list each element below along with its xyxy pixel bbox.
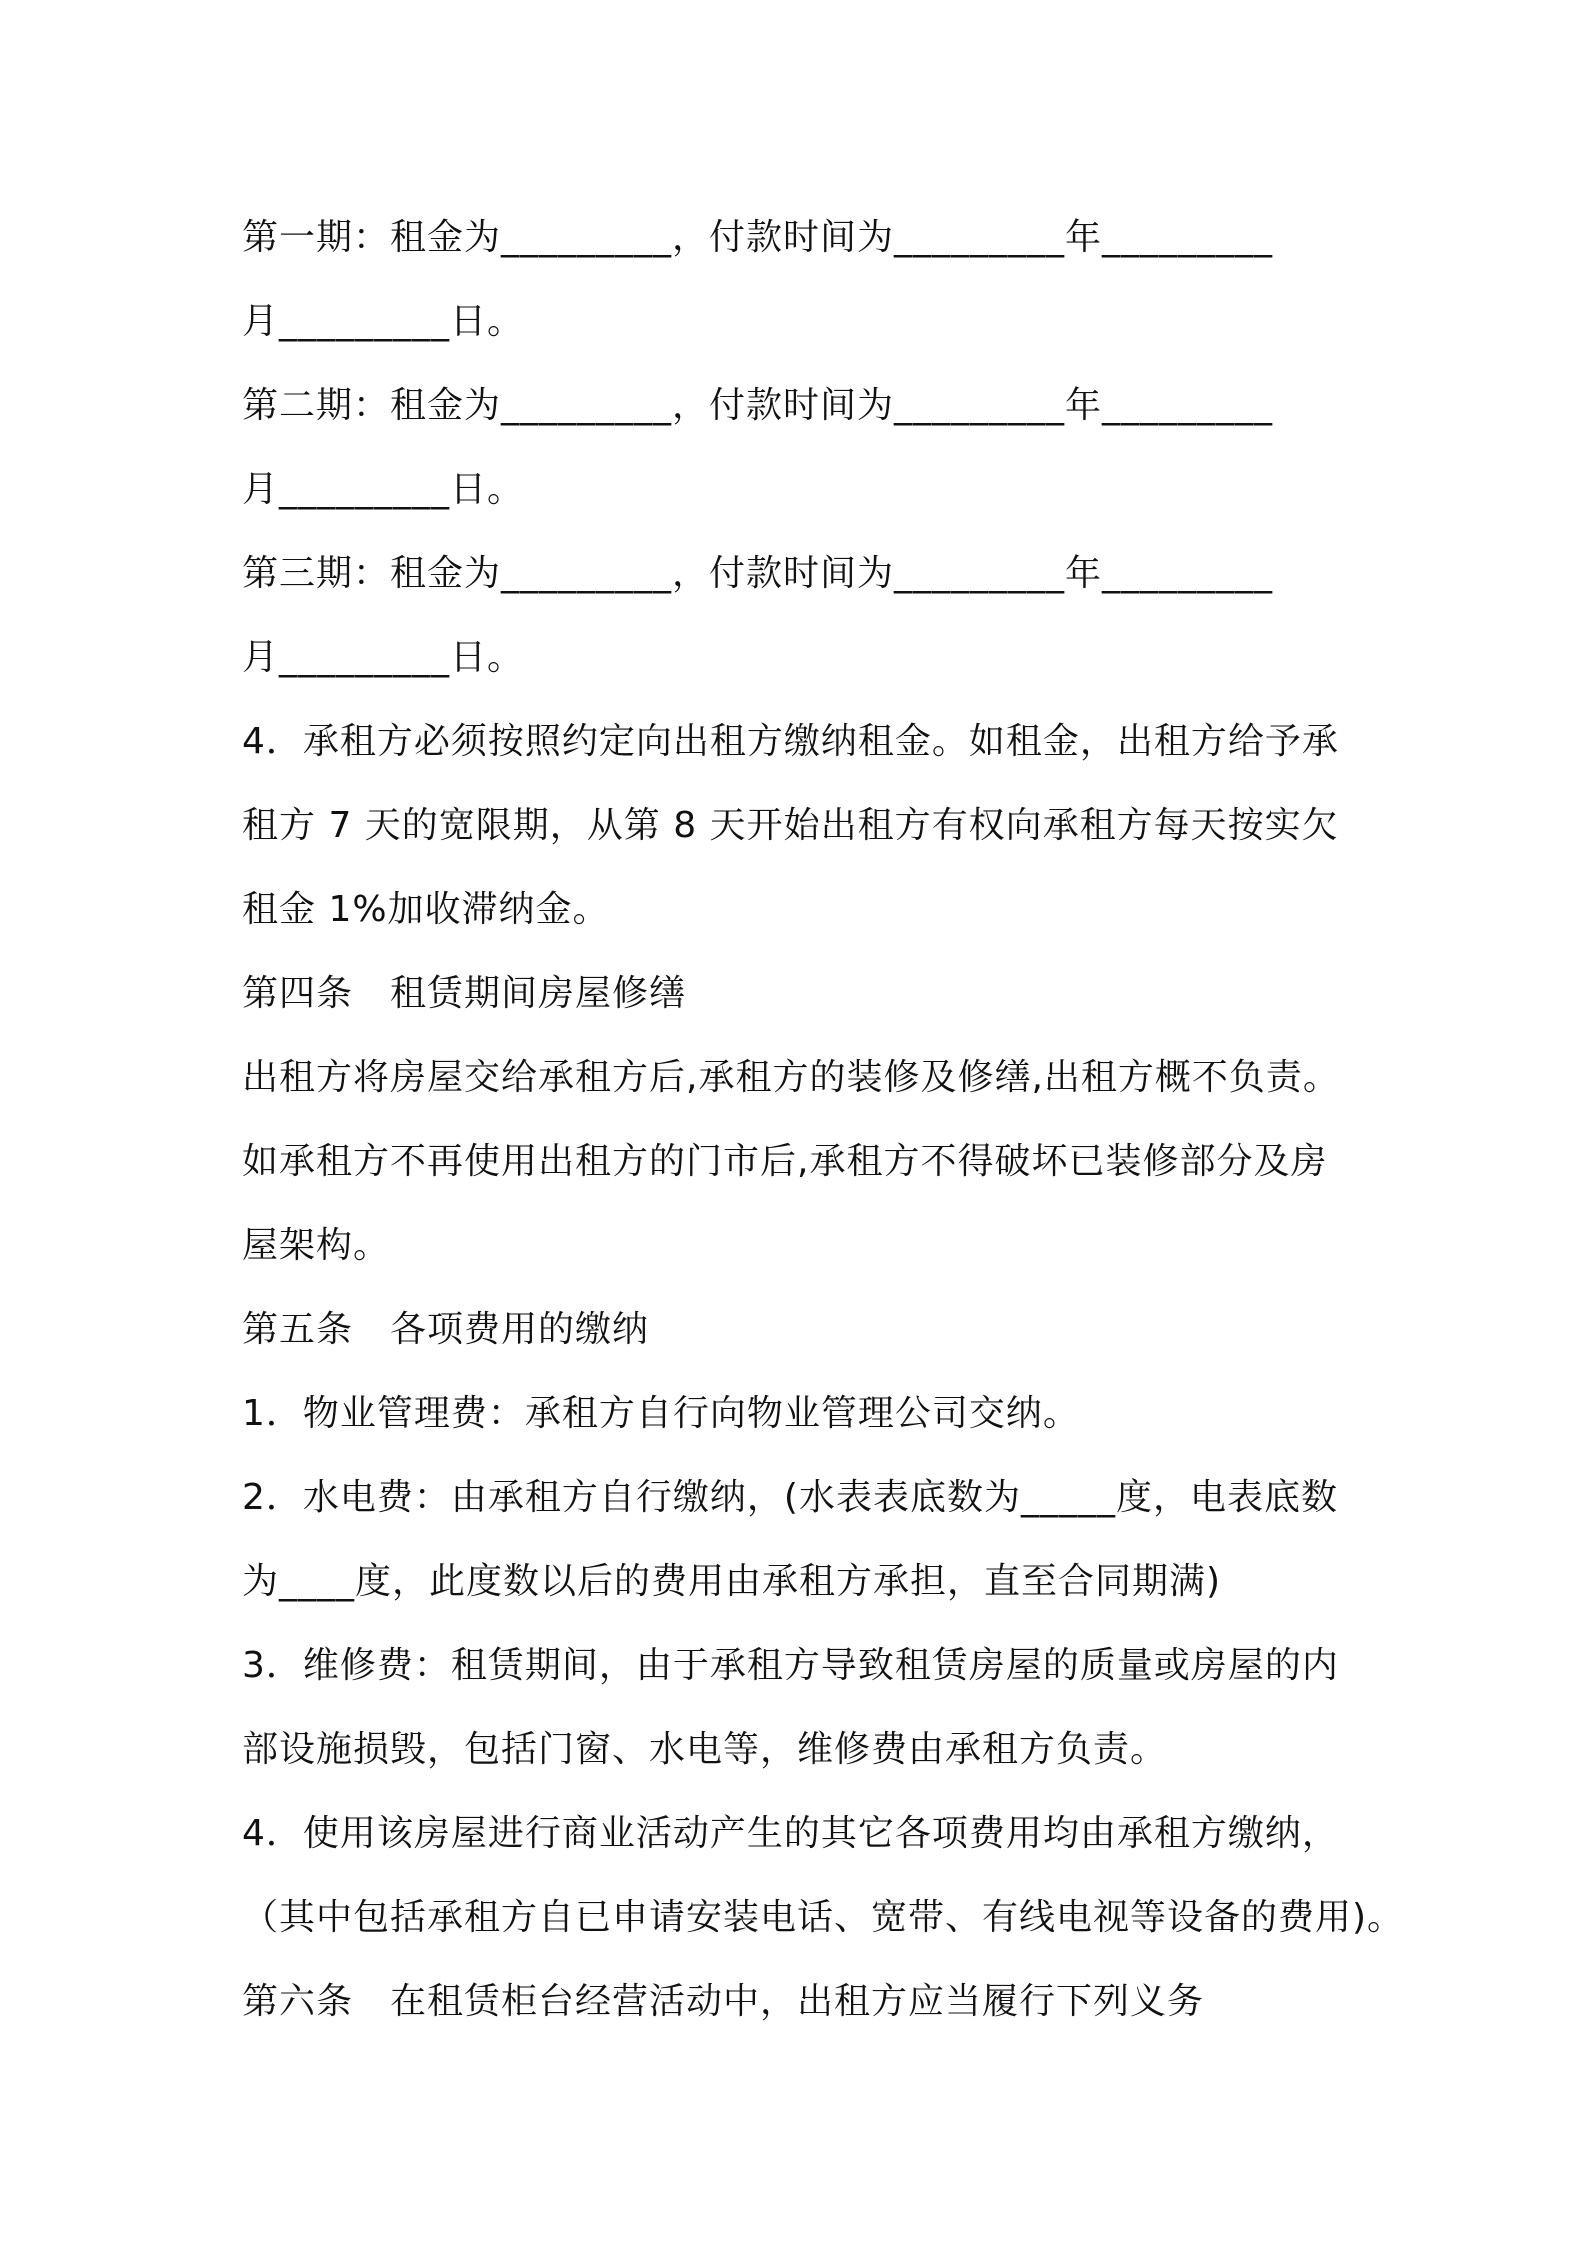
article-4-line-2: 如承租方不再使用出租方的门市后,承租方不得破坏已装修部分及房 xyxy=(242,1141,1328,1182)
fee-item-2-line-2: 为____度，此度数以后的费用由承租方承担，直至合同期满) xyxy=(242,1561,1222,1602)
clause-4-line-3: 租金 1%加收滞纳金。 xyxy=(242,889,610,930)
fee-item-2-line-1: 2．水电费：由承租方自行缴纳，(水表表底数为_____度，电表底数 xyxy=(242,1477,1338,1518)
rent-period-2-line-1: 第二期：租金为_________，付款时间为_________年_________ xyxy=(242,385,1274,426)
clause-4-line-1: 4．承租方必须按照约定向出租方缴纳租金。如租金，出租方给予承 xyxy=(242,721,1339,762)
article-4-line-1: 出租方将房屋交给承租方后,承租方的装修及修缮,出租方概不负责。 xyxy=(242,1057,1340,1098)
fee-item-4-line-2: （其中包括承租方自已申请安装电话、宽带、有线电视等设备的费用)。 xyxy=(242,1897,1405,1938)
rent-period-3-line-1: 第三期：租金为_________，付款时间为_________年_________ xyxy=(242,553,1274,594)
clause-4-line-2: 租方 7 天的宽限期，从第 8 天开始出租方有权向承租方每天按实欠 xyxy=(242,805,1339,846)
article-4-line-3: 屋架构。 xyxy=(242,1225,391,1266)
rent-period-3-line-2: 月_________日。 xyxy=(242,637,525,678)
rent-period-1-line-1: 第一期：租金为_________，付款时间为_________年_________ xyxy=(242,217,1274,258)
fee-item-4-line-1: 4．使用该房屋进行商业活动产生的其它各项费用均由承租方缴纳， xyxy=(242,1813,1339,1854)
document-body xyxy=(242,196,1405,2044)
fee-item-3-line-2: 部设施损毁，包括门窗、水电等，维修费由承租方负责。 xyxy=(242,1729,1168,1770)
article-5-heading: 第五条 各项费用的缴纳 xyxy=(242,1309,650,1350)
article-6-heading: 第六条 在租赁柜台经营活动中，出租方应当履行下列义务 xyxy=(242,1981,1205,2022)
fee-item-1: 1．物业管理费：承租方自行向物业管理公司交纳。 xyxy=(242,1393,1080,1434)
article-4-heading: 第四条 租赁期间房屋修缮 xyxy=(242,973,687,1014)
rent-period-2-line-2: 月_________日。 xyxy=(242,469,525,510)
rent-period-1-line-2: 月_________日。 xyxy=(242,301,525,342)
fee-item-3-line-1: 3．维修费：租赁期间，由于承租方导致租赁房屋的质量或房屋的内 xyxy=(242,1645,1339,1686)
